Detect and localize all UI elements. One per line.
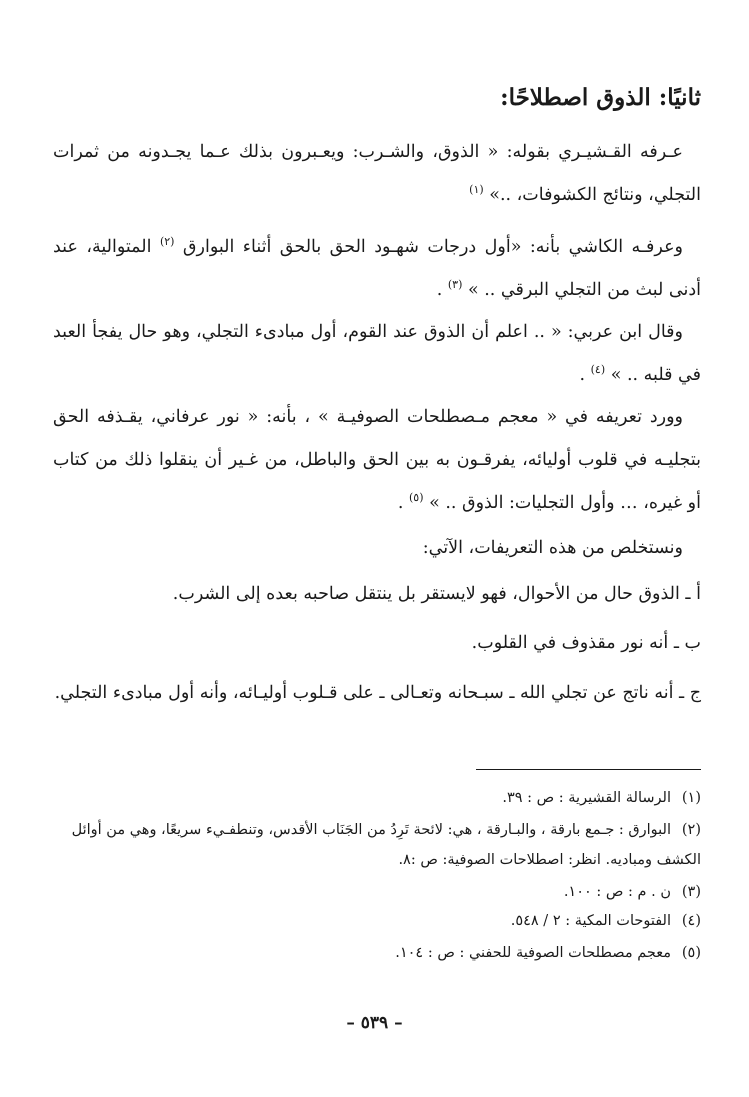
footnote-text: الفتوحات المكية : ٢ / ٥٤٨. <box>510 913 671 929</box>
footnote-item <box>41 815 701 875</box>
footnote-item <box>41 906 701 936</box>
footnote-ref: (١) <box>469 183 484 197</box>
section-heading: ثانيًا: الذوق اصطلاحًا: <box>500 84 701 111</box>
paragraph-text: وورد تعريفه في « معجم مـصطلحات الصوفيـة » ، بأنه: « نور عرفاني، يقـذفه الحق بتجليـه في قلوب أوليائه، يفرقـون به بين الحق والباطل، من غـير أن ينقلوا ذلك من كتاب أو غيره، … وأول التجليات: الذوق .. » <box>53 407 701 513</box>
list-item: أ ـ الذوق حال من الأحوال، فهو لايستقر بل ينتقل صاحبه بعده إلى الشرب. <box>172 584 701 604</box>
paragraph-dictionary: وورد تعريفه في « معجم مـصطلحات الصوفيـة » ، بأنه: « نور عرفاني، يقـذفه الحق بتجليـه في قلوب أوليائه، يفرقـون به بين الحق والباطل، من غـير أن ينقلوا ذلك من كتاب أو غيره، … وأول التجليات: الذوق .. » $^{(٥)}$ . <box>53 407 701 513</box>
footnote-divider <box>476 769 701 770</box>
footnote-number: (١) <box>681 790 701 806</box>
list-item: ب ـ أنه نور مقذوف في القلوب. <box>471 633 701 653</box>
footnote-item <box>41 877 701 907</box>
footnote-text: البوارق : جـمع بارقة ، والبـارقة ، هي: لائحة تَرِدُ من الجَنَاب الأقدس، وتنطفـيء سريعًا، وهي من أوائل الكشف ومباديه. انظر: اصطلاحات الصوفية: ص :٨. <box>71 822 701 868</box>
page-number: – ٥٣٩ – <box>346 1013 403 1033</box>
paragraph-text: ونستخلص من هذه التعريفات، الآتي: <box>422 538 683 558</box>
paragraph-text: عـرفه القـشيـري بقوله: « الذوق، والشـرب: ويعـبرون بذلك عـما يجـدونه من ثمرات التجلي، ونتائج الكشوفات، ..» <box>53 142 701 205</box>
footnote-ref: (٤) <box>590 363 606 377</box>
footnote-item <box>41 783 701 813</box>
paragraph-text: وقال ابن عربي: « .. اعلم أن الذوق عند القوم، أول مبادىء التجلي، وهو حال يفجأ العبد في قلبه .. » <box>53 322 701 385</box>
footnote-text: ن . م : ص : ١٠٠. <box>563 884 671 900</box>
footnote-ref: (٥) <box>408 491 424 505</box>
footnote-number: (٢) <box>681 822 701 838</box>
paragraph-text: المتوالية، عند أدنى لبث من التجلي البرقي .. » <box>53 237 701 300</box>
footnote-text: الرسالة القشيرية : ص : ٣٩. <box>502 790 671 806</box>
footnote-text: معجم مصطلحات الصوفية للحفني : ص : ١٠٤. <box>395 945 671 961</box>
paragraph-text: وعرفـه الكاشي بأنه: «أول درجات شهـود الحق بالحق أثناء البوارق <box>182 237 683 257</box>
list-item: ج ـ أنه ناتج عن تجلي الله ـ سبـحانه وتعـالى ـ على قـلوب أوليـائه، وأنه أول مبادىء التجلي. <box>54 683 701 703</box>
paragraph-ibn-arabi: وقال ابن عربي: « .. اعلم أن الذوق عند القوم، أول مبادىء التجلي، وهو حال يفجأ العبد في قلبه .. » $^{(٤)}$ . <box>53 322 701 385</box>
footnote-ref: (٣) <box>447 278 463 292</box>
paragraph-qushayri <box>53 131 701 217</box>
footnote-number: (٤) <box>681 913 701 929</box>
footnote-ref: (٢) <box>159 235 175 249</box>
paragraph-kashi: وعرفـه الكاشي بأنه: «أول درجات شهـود الحق بالحق أثناء البوارق $^{(٢)}$ المتوالية، عند أدنى لبث من التجلي البرقي .. » $^{(٣)}$ . <box>53 235 701 300</box>
footnote-number: (٥) <box>681 945 701 961</box>
footnote-item <box>41 938 701 968</box>
paragraph-conclusion <box>53 527 701 570</box>
footnote-number: (٣) <box>681 884 701 900</box>
